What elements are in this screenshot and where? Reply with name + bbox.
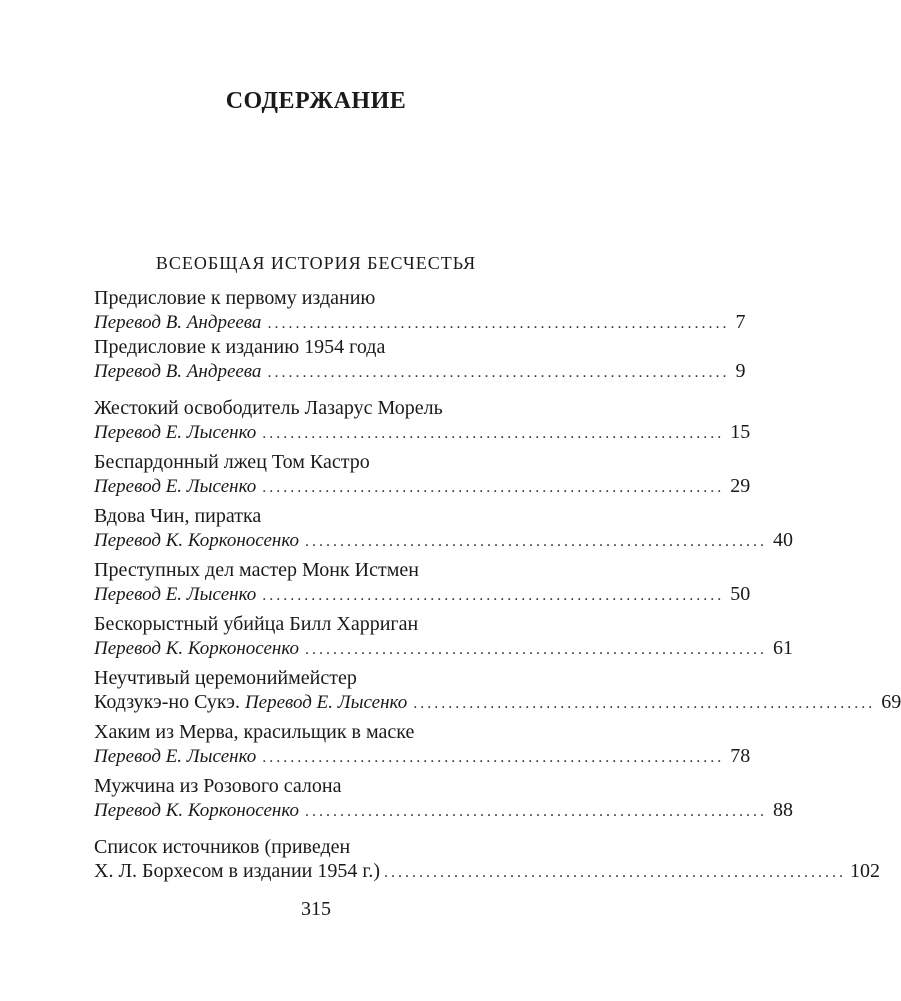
page-number: 315 [301,898,331,920]
dot-leader: .................................................................. [267,315,730,332]
toc-entry-page: 69 [881,691,901,713]
toc-entry-page: 88 [773,799,794,821]
toc-entry-page: 29 [730,475,751,497]
toc-entry-title: Хаким из Мерва, красильщик в маске [94,721,415,743]
toc-entry-title: Преступных дел мастер Монк Истмен [94,559,419,581]
toc-entry-title: Список источников (приведен [94,836,351,858]
toc-entry [94,720,751,768]
toc-entry-title: Мужчина из Розового салона [94,775,342,797]
toc-entry [94,835,880,883]
toc-entry-page: 102 [849,860,880,882]
toc-entry-translator: Перевод К. Корконосенко [94,530,300,551]
dot-leader: .................................................................. [262,749,725,766]
toc-entry [94,666,901,714]
toc-entry-title: Предисловие к первому изданию [94,287,376,309]
toc-entry-translator: Перевод Е. Лысенко [244,692,408,713]
toc-entry-page: 15 [730,421,751,443]
toc-entry [94,450,751,498]
toc-entry-page: 78 [730,745,751,767]
toc-entry [94,335,746,383]
dot-leader: .................................................................. [262,479,725,496]
toc-entry-title: Бескорыстный убийца Билл Харриган [94,613,419,635]
toc-entry-page: 50 [730,583,751,605]
dot-leader: .................................................................. [305,803,768,820]
toc-entry-title: Беспардонный лжец Том Кастро [94,451,370,473]
toc-entry-page: 61 [773,637,794,659]
toc-entry-title-cont: Кодзукэ-но Сукэ. [94,691,240,713]
table-of-contents [94,286,901,883]
toc-entry-page: 40 [773,529,794,551]
toc-entry-page: 7 [735,311,746,333]
toc-entry-title-cont: Х. Л. Борхесом в издании 1954 г.) [94,860,380,882]
dot-leader: .................................................................. [305,533,768,550]
toc-entry [94,558,751,606]
dot-leader: .................................................................. [383,864,846,881]
dot-leader: .................................................................. [262,587,725,604]
toc-entry [94,774,794,822]
dot-leader: .................................................................. [262,425,725,442]
page-title: СОДЕРЖАНИЕ [225,88,407,114]
toc-entry-translator: Перевод В. Андреева [94,361,262,382]
dot-leader: .................................................................. [305,641,768,658]
toc-entry [94,396,751,444]
toc-entry-page: 9 [735,360,746,382]
toc-entry-title: Неучтивый церемониймейстер [94,667,357,689]
toc-entry-title: Предисловие к изданию 1954 года [94,336,386,358]
toc-entry-translator: Перевод Е. Лысенко [94,422,257,443]
toc-entry [94,286,746,334]
section-heading: ВСЕОБЩАЯ ИСТОРИЯ БЕСЧЕСТЬЯ [155,253,477,273]
dot-leader: .................................................................. [267,364,730,381]
toc-entry-translator: Перевод В. Андреева [94,312,262,333]
toc-entry-translator: Перевод К. Корконосенко [94,800,300,821]
toc-entry-translator: Перевод Е. Лысенко [94,476,257,497]
toc-entry-translator: Перевод К. Корконосенко [94,638,300,659]
toc-entry-title: Жестокий освободитель Лазарус Морель [94,397,443,419]
toc-entry-title: Вдова Чин, пиратка [94,505,262,527]
toc-entry [94,612,794,660]
toc-entry-translator: Перевод Е. Лысенко [94,746,257,767]
toc-entry-translator: Перевод Е. Лысенко [94,584,257,605]
dot-leader: .................................................................. [413,695,876,712]
toc-entry [94,504,794,552]
